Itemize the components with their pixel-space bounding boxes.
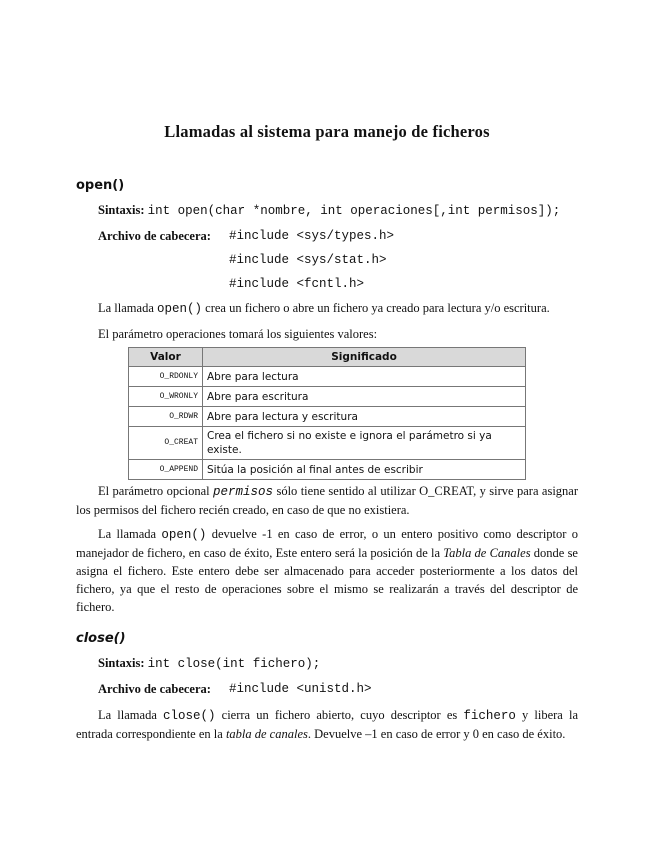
table-row: O_RDWR Abre para lectura y escritura bbox=[129, 407, 526, 427]
include-line: #include <fcntl.h> bbox=[229, 277, 365, 291]
close-syntax-line bbox=[98, 656, 320, 671]
header-label: Archivo de cabecera: bbox=[98, 229, 211, 243]
table-header: Valor bbox=[129, 348, 203, 367]
close-header-label-line bbox=[98, 682, 211, 697]
syntax-label: Sintaxis: bbox=[98, 656, 145, 670]
table-row: O_RDONLY Abre para lectura bbox=[129, 367, 526, 387]
header-label: Archivo de cabecera: bbox=[98, 682, 211, 696]
operations-table bbox=[128, 347, 526, 480]
table-row: O_APPEND Sitúa la posición al final antes de escribir bbox=[129, 460, 526, 480]
table-row: O_CREAT Crea el fichero si no existe e ignora el parámetro si ya existe. bbox=[129, 427, 526, 460]
open-paragraph-3: El parámetro opcional permisos sólo tiene sentido al utilizar O_CREAT, y sirve para asignar los permisos del fichero recién creado, en caso de que no existiera. bbox=[76, 484, 578, 517]
section-heading-close: close() bbox=[76, 631, 126, 646]
table-header: Significado bbox=[203, 348, 526, 367]
open-header-label-line bbox=[98, 229, 211, 244]
include-line: #include <sys/stat.h> bbox=[229, 253, 387, 267]
open-paragraph-2: El parámetro operaciones tomará los siguientes valores: bbox=[98, 327, 378, 341]
section-heading-open: open() bbox=[76, 178, 125, 193]
include-line: #include <sys/types.h> bbox=[229, 229, 395, 243]
open-paragraph-4: La llamada open() devuelve -1 en caso de error, o un entero positivo como descriptor o manejador de fichero, en caso de éxito, Este entero será la posición de la Tabla de Canales donde se asigna el fichero. Este entero debe ser almacenado para acceder posteriormente a los datos del fichero, ya que el resto de operaciones sobre el mismo se realizarán a través del descriptor de fichero. bbox=[76, 527, 579, 614]
close-paragraph-1: La llamada close() cierra un fichero abierto, cuyo descriptor es fichero y libera la entrada correspondiente en la tabla de canales. Devuelve –1 en caso de error y 0 en caso de éxito. bbox=[76, 708, 578, 741]
page-title: Llamadas al sistema para manejo de ficheros bbox=[164, 122, 490, 141]
open-syntax-line bbox=[98, 203, 560, 218]
syntax-label: Sintaxis: bbox=[98, 203, 145, 217]
open-paragraph-1: La llamada open() crea un fichero o abre un fichero ya creado para lectura y/o escritura. bbox=[98, 301, 550, 316]
include-line: #include <unistd.h> bbox=[229, 682, 372, 696]
close-syntax-code: int close(int fichero); bbox=[147, 657, 321, 671]
table-row: O_WRONLY Abre para escritura bbox=[129, 387, 526, 407]
open-syntax-code: int open(char *nombre, int operaciones[,int permisos]); bbox=[147, 204, 561, 218]
